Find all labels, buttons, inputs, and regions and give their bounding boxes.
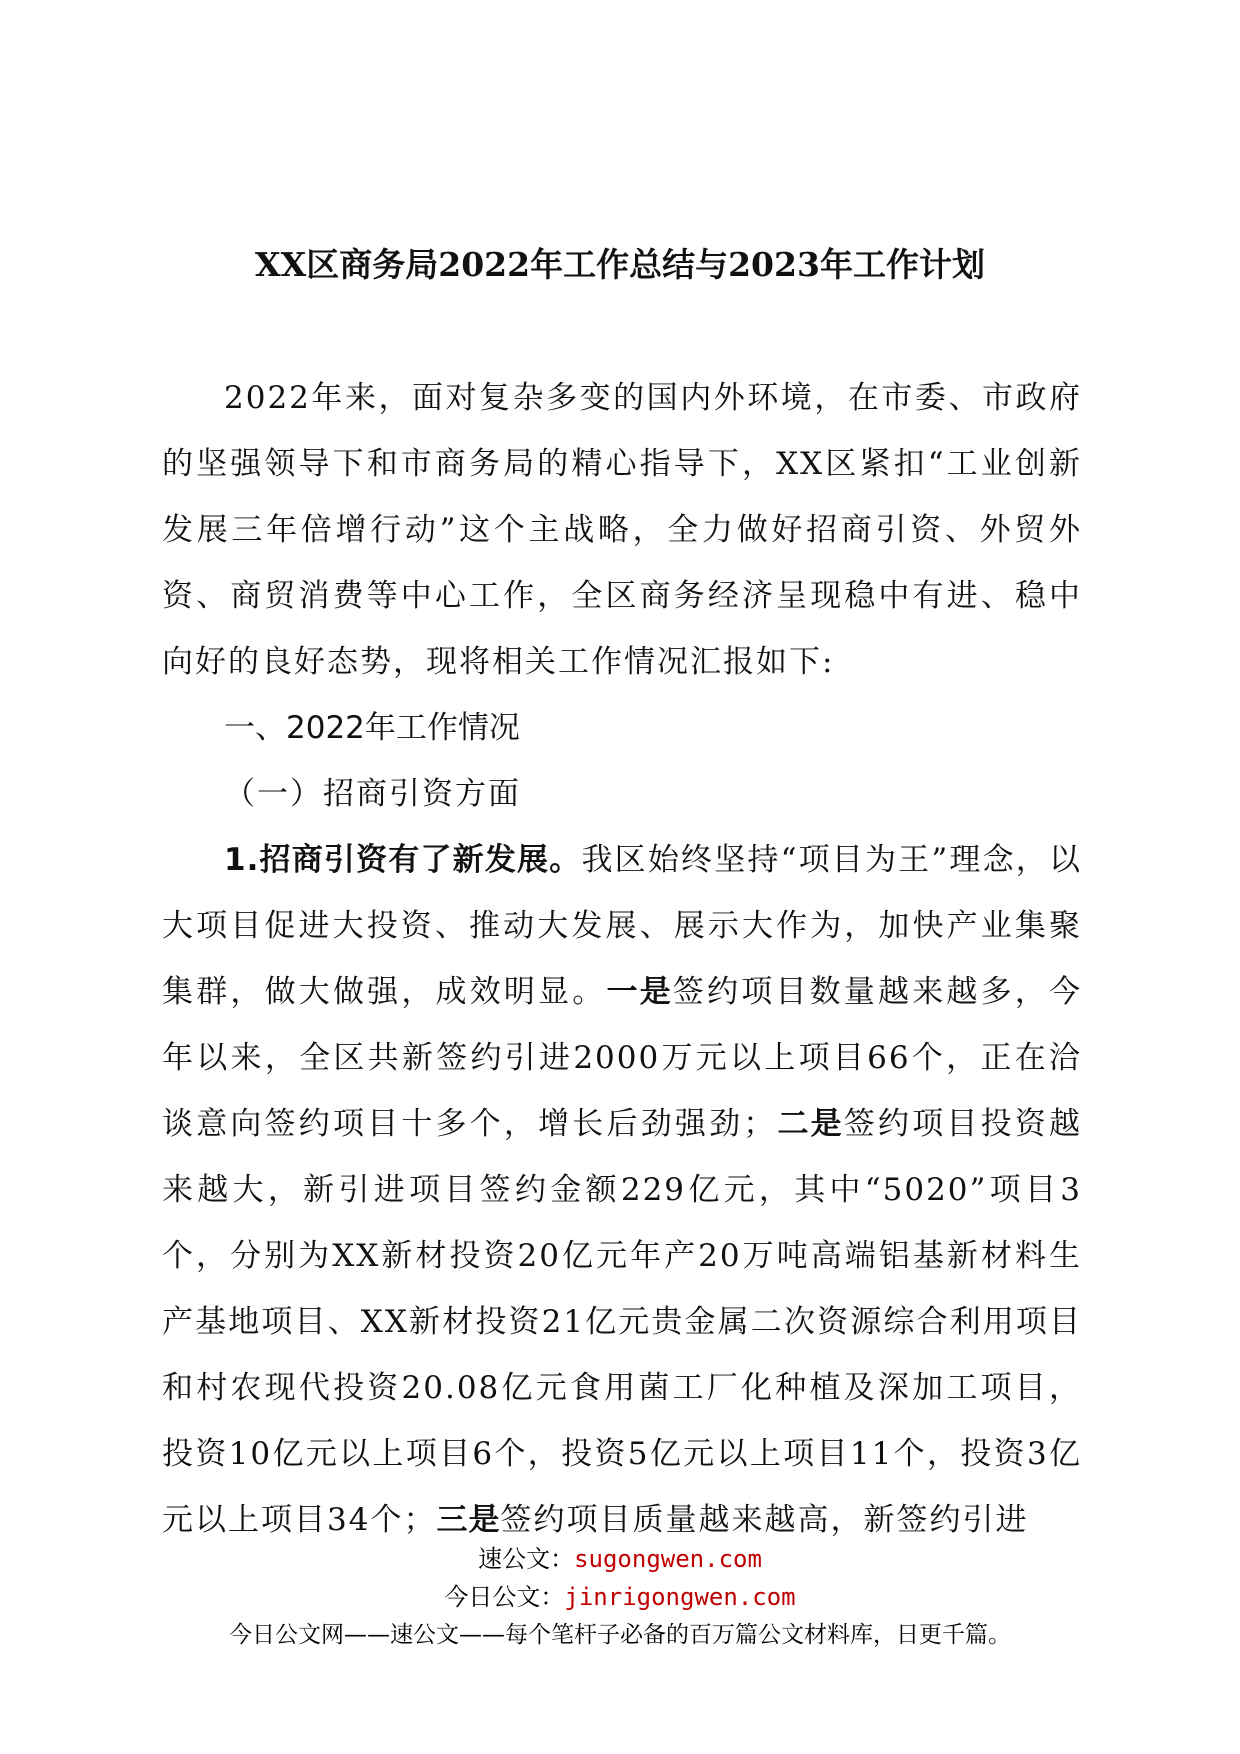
paragraph-text-3: 签约项目投资越来越大，新引进项目签约金额229亿元，其中“5020”项目3个，分别为XX新材投资20亿元年产20万吨高端铝基新材料生产基地项目、XX新材投资21亿元贵金属二次资源综合利用项目和村农现代投资20.08亿元食用菌工厂化种植及深加工项目，投资10亿元以上项目6个，投资5亿元以上项目11个，投资3亿元以上项目34个； <box>162 1106 1083 1538</box>
paragraph-text-1: 我区始终坚持“项目为王”理念，以大项目促进大投资、推动大发展、展示大作为，加快产业集聚集群，做大做强，成效明显。 <box>162 842 1082 1010</box>
footer-line-2 <box>0 1578 1240 1616</box>
paragraph-investment <box>162 827 1082 1553</box>
point-two-label: 二是 <box>776 1106 844 1142</box>
footer-label-2: 今日公文： <box>444 1583 565 1611</box>
point-one-label: 一是 <box>606 974 673 1010</box>
footer-slogan: 今日公文网——速公文——每个笔杆子必备的百万篇公文材料库，日更千篇。 <box>229 1622 1011 1648</box>
point-three-label: 三是 <box>436 1502 501 1538</box>
footer-link-sugongwen[interactable]: sugongwen.com <box>574 1545 762 1573</box>
document-title: XX区商务局2022年工作总结与2023年工作计划 <box>255 245 985 284</box>
footer-label-1: 速公文： <box>478 1545 575 1573</box>
section-heading-1: 一、2022年工作情况 <box>224 710 520 746</box>
paragraph-lead: 1.招商引资有了新发展。 <box>224 842 582 878</box>
paragraph-text-2: 签约项目数量越来越多，今年以来，全区共新签约引进2000万元以上项目66个，正在洽谈意向签约项目十多个，增长后劲强劲； <box>162 974 1083 1142</box>
document-body <box>162 365 1082 1553</box>
footer-line-1 <box>0 1540 1240 1578</box>
footer-link-jinrigongwen[interactable]: jinrigongwen.com <box>564 1583 796 1611</box>
paragraph-text-4: 签约项目质量越来越高，新签约引进 <box>500 1502 1029 1538</box>
page-footer <box>0 1540 1240 1654</box>
intro-paragraph: 2022年来，面对复杂多变的国内外环境，在市委、市政府的坚强领导下和市商务局的精心指导下，XX区紧扣“工业创新发展三年倍增行动”这个主战略，全力做好招商引资、外贸外资、商贸消费等中心工作，全区商务经济呈现稳中有进、稳中向好的良好态势，现将相关工作情况汇报如下: <box>162 380 1082 680</box>
subsection-heading-1: （一）招商引资方面 <box>224 776 521 812</box>
